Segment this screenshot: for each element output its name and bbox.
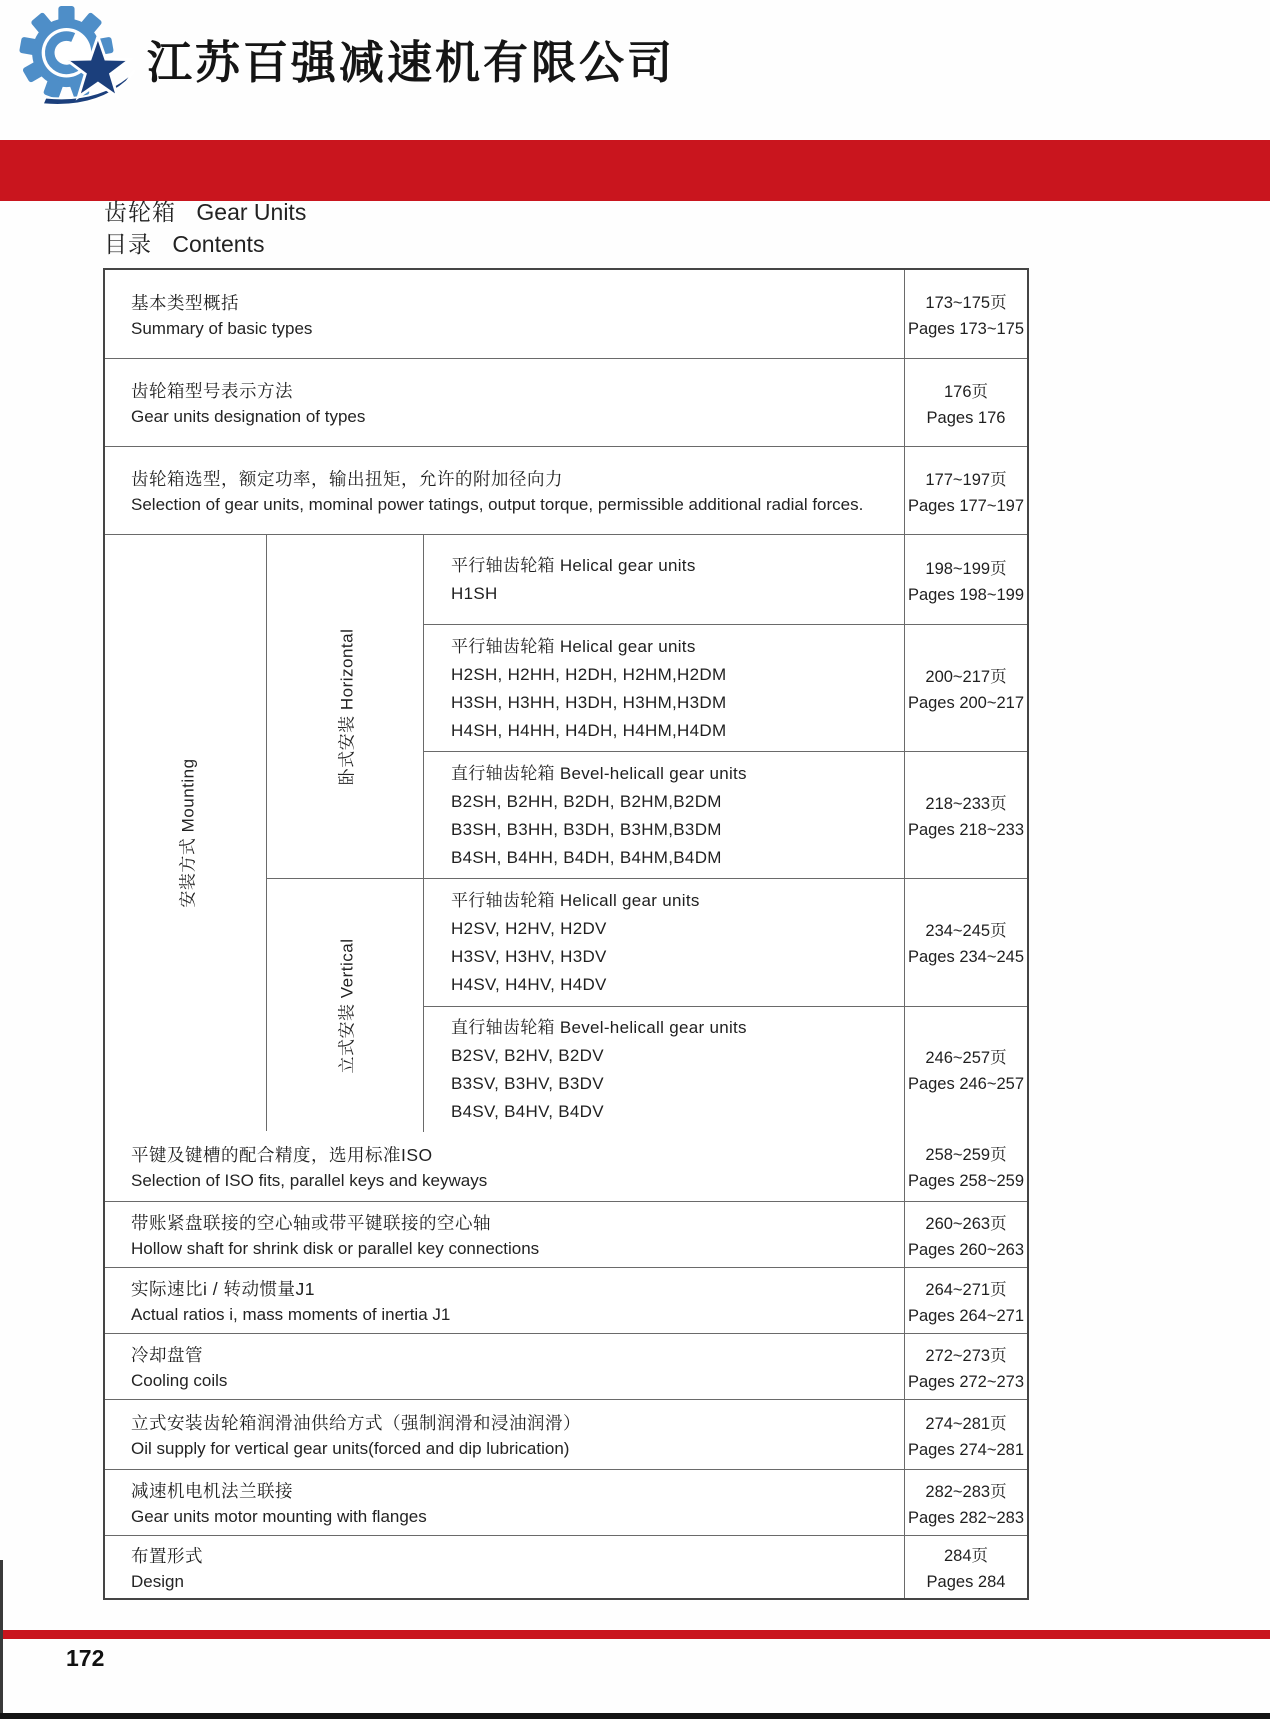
page-range-en: Pages 246~257 — [907, 1075, 1025, 1094]
entry-title-en: Gear units motor mounting with flanges — [131, 1507, 427, 1526]
horizontal-label-zh: 卧式安装 — [337, 714, 357, 785]
entry-title-en: Cooling coils — [131, 1371, 228, 1390]
vertical-label — [333, 938, 358, 1073]
toc-mounting-section — [105, 534, 1027, 1131]
toc-subrow-bevel-vertical — [424, 1006, 1027, 1133]
toc-entry — [105, 1400, 904, 1469]
entry-title-zh: 冷却盘管 — [131, 1345, 203, 1365]
entry-line: B3SV, B3HV, B3DV — [451, 1073, 604, 1093]
page-range-zh: 260~263页 — [925, 1214, 1007, 1233]
entry-title-en: Oil supply for vertical gear units(forced and dip lubrication) — [131, 1439, 570, 1458]
page-range-zh: 177~197页 — [925, 470, 1007, 489]
company-logo-icon — [14, 2, 138, 114]
toc-entry — [105, 447, 904, 534]
mounting-label — [173, 758, 198, 907]
page-range-en: Pages 177~197 — [907, 496, 1025, 515]
page-range-en: Pages 272~273 — [907, 1372, 1025, 1391]
page-range-en: Pages 264~271 — [907, 1306, 1025, 1325]
page-range — [904, 1536, 1027, 1598]
toc-subrow-helical-vertical — [424, 879, 1027, 1006]
page-range-zh: 264~271页 — [925, 1280, 1007, 1299]
page-title-en: Gear Units — [196, 199, 307, 225]
page-range — [904, 1202, 1027, 1267]
toc-row-design — [105, 1535, 1027, 1598]
mounting-group-vertical — [267, 878, 1027, 1132]
entry-line: H4SV, H4HV, H4DV — [451, 974, 607, 994]
page-range — [904, 270, 1027, 358]
entry-title-zh: 布置形式 — [131, 1545, 203, 1566]
horizontal-label — [333, 628, 358, 785]
mounting-label-cell — [105, 535, 267, 1131]
entry-title-en: Hollow shaft for shrink disk or parallel key connections — [131, 1239, 540, 1258]
toc-entry — [105, 359, 904, 446]
page-range-zh: 272~273页 — [925, 1346, 1007, 1365]
horizontal-label-en: Horizontal — [337, 628, 357, 710]
page-title-zh: 齿轮箱 — [104, 199, 176, 225]
entry-line: B2SV, B2HV, B2DV — [451, 1045, 604, 1065]
contents-title-en: Contents — [172, 231, 265, 257]
contents-title-zh: 目录 — [104, 231, 152, 257]
vertical-label-cell — [267, 879, 424, 1132]
page-range-zh: 274~281页 — [925, 1414, 1007, 1433]
entry-title-zh: 齿轮箱型号表示方法 — [131, 381, 293, 401]
horizontal-label-cell — [267, 535, 424, 878]
page-range — [904, 1007, 1027, 1133]
page-title-line1 — [104, 196, 306, 228]
page-range-zh: 198~199页 — [925, 559, 1007, 578]
entry-line: H3SV, H3HV, H3DV — [451, 946, 607, 966]
scan-left-edge — [0, 1560, 3, 1719]
page-range — [904, 359, 1027, 446]
page-range — [904, 1400, 1027, 1469]
entry-line: 平行轴齿轮箱 Helical gear units — [451, 556, 696, 575]
company-name: 江苏百强减速机有限公司 — [147, 37, 676, 88]
entry-line: B4SV, B4HV, B4DV — [451, 1101, 604, 1121]
entry-line: 直行轴齿轮箱 Bevel-helicall gear units — [451, 763, 747, 783]
toc-row-designation — [105, 358, 1027, 446]
page-range-en: Pages 282~283 — [907, 1508, 1025, 1527]
entry-title-zh: 基本类型概括 — [131, 292, 239, 313]
entry-line: 平行轴齿轮箱 Helical gear units — [451, 636, 696, 656]
toc-entry — [105, 1334, 904, 1399]
page-range-en: Pages 260~263 — [907, 1240, 1025, 1259]
toc-entry — [105, 1131, 904, 1201]
toc-entry — [105, 1536, 904, 1598]
page-range-zh: 176页 — [943, 382, 989, 401]
contents-table — [103, 268, 1029, 1600]
toc-entry — [105, 1470, 904, 1535]
page-range-en: Pages 200~217 — [907, 694, 1025, 712]
page-range — [904, 625, 1027, 751]
page-range-zh: 284页 — [943, 1547, 989, 1565]
entry-title-en: Design — [131, 1571, 184, 1591]
toc-entry — [105, 270, 904, 358]
entry-line: H2SH, H2HH, H2DH, H2HM,H2DM — [451, 664, 727, 684]
entry-title-zh: 立式安装齿轮箱润滑油供给方式（强制润滑和浸油润滑） — [131, 1413, 581, 1433]
page-range-zh: 246~257页 — [925, 1049, 1007, 1068]
entry-line: H3SH, H3HH, H3DH, H3HM,H3DM — [451, 692, 727, 712]
toc-row-selection — [105, 446, 1027, 534]
entry-title-zh: 带账紧盘联接的空心轴或带平键联接的空心轴 — [131, 1213, 491, 1233]
page-range-en: Pages 198~199 — [907, 585, 1025, 604]
mounting-label-zh: 安装方式 — [178, 837, 197, 908]
vertical-label-en: Vertical — [337, 938, 357, 998]
page-range — [904, 1334, 1027, 1399]
entry-line: 平行轴齿轮箱 Helicall gear units — [451, 890, 700, 910]
page-range-zh: 234~245页 — [925, 922, 1007, 941]
page-range — [904, 535, 1027, 624]
entry-title-zh: 齿轮箱选型，额定功率，输出扭矩，允许的附加径向力 — [131, 469, 563, 489]
mounting-label-en: Mounting — [178, 758, 197, 833]
entry-title-en: Gear units designation of types — [131, 407, 366, 426]
toc-row-hollow-shaft — [105, 1201, 1027, 1267]
toc-entry — [424, 752, 904, 878]
page-range-zh: 282~283页 — [925, 1482, 1007, 1501]
entry-title-zh: 减速机电机法兰联接 — [131, 1481, 293, 1501]
page-range-en: Pages 218~233 — [907, 821, 1025, 839]
toc-row-oil-supply — [105, 1399, 1027, 1469]
page-range-zh: 173~175页 — [925, 294, 1007, 312]
toc-entry — [424, 879, 904, 1006]
toc-subrow-bevel-horizontal — [424, 751, 1027, 878]
toc-entry — [424, 1007, 904, 1133]
footer-red-rule — [0, 1630, 1270, 1639]
page-range-zh: 258~259页 — [925, 1146, 1007, 1164]
toc-row-basic-types — [105, 270, 1027, 358]
page-title-line2 — [104, 228, 306, 260]
page-range — [904, 447, 1027, 534]
page-range-en: Pages 173~175 — [907, 320, 1025, 338]
page-range-zh: 200~217页 — [925, 668, 1007, 686]
page-range-en: Pages 176 — [926, 408, 1006, 427]
entry-line: H2SV, H2HV, H2DV — [451, 918, 607, 938]
entry-line: H1SH — [451, 584, 498, 603]
toc-row-iso-fits — [105, 1131, 1027, 1201]
entry-line: B4SH, B4HH, B4DH, B4HM,B4DM — [451, 847, 722, 867]
page-number: 172 — [66, 1645, 105, 1671]
page-range — [904, 1268, 1027, 1333]
page-range — [904, 1470, 1027, 1535]
entry-title-zh: 平键及键槽的配合精度，选用标准ISO — [131, 1144, 433, 1165]
toc-row-motor-flanges — [105, 1469, 1027, 1535]
entry-title-en: Summary of basic types — [131, 318, 313, 338]
toc-entry — [424, 535, 904, 624]
entry-title-en: Selection of gear units, mominal power tatings, output torque, permissible additional radial forces. — [131, 495, 864, 514]
vertical-label-zh: 立式安装 — [337, 1002, 357, 1073]
page-range-en: Pages 274~281 — [907, 1440, 1025, 1459]
page-range — [904, 1131, 1027, 1201]
entry-line: B3SH, B3HH, B3DH, B3HM,B3DM — [451, 819, 722, 839]
toc-entry — [424, 625, 904, 751]
scan-bottom-edge — [0, 1713, 1270, 1719]
page-range-zh: 218~233页 — [925, 795, 1007, 813]
toc-subrow-helical-horizontal — [424, 624, 1027, 751]
toc-row-cooling-coils — [105, 1333, 1027, 1399]
entry-title-en: Actual ratios i, mass moments of inertia J1 — [131, 1305, 451, 1324]
header-red-banner — [0, 140, 1270, 201]
toc-subrow-h1sh — [424, 535, 1027, 624]
page-range — [904, 879, 1027, 1006]
page-range-en: Pages 234~245 — [907, 948, 1025, 967]
entry-line: H4SH, H4HH, H4DH, H4HM,H4DM — [451, 720, 727, 740]
page-title — [104, 196, 306, 260]
page-range-en: Pages 284 — [926, 1573, 1006, 1591]
page-range — [904, 752, 1027, 878]
mounting-group-horizontal — [267, 535, 1027, 878]
entry-line: B2SH, B2HH, B2DH, B2HM,B2DM — [451, 791, 722, 811]
toc-entry — [105, 1268, 904, 1333]
toc-row-actual-ratios — [105, 1267, 1027, 1333]
entry-line: 直行轴齿轮箱 Bevel-helicall gear units — [451, 1017, 747, 1037]
toc-entry — [105, 1202, 904, 1267]
entry-title-zh: 实际速比i / 转动惯量J1 — [131, 1279, 315, 1299]
entry-title-en: Selection of ISO fits, parallel keys and keyways — [131, 1170, 488, 1190]
page-range-en: Pages 258~259 — [907, 1172, 1025, 1190]
